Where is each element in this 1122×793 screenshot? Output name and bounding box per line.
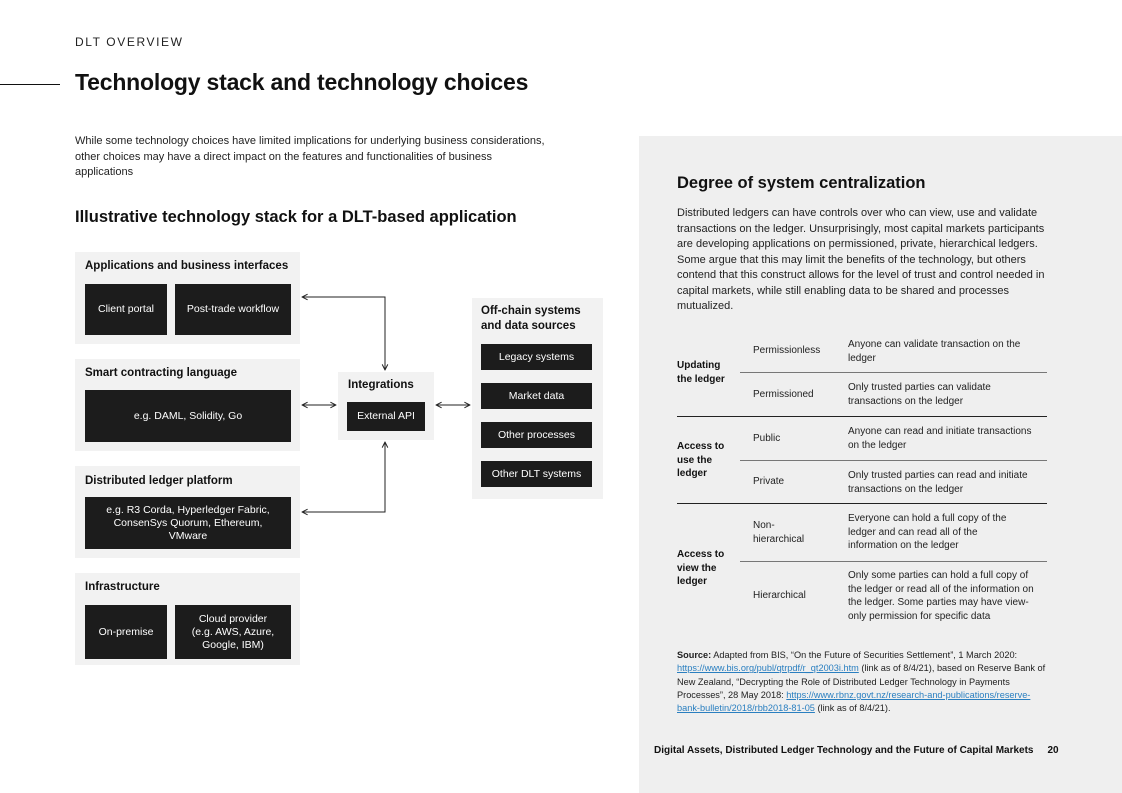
client-portal-box: Client portal — [85, 284, 167, 335]
infrastructure-title: Infrastructure — [85, 581, 160, 593]
row-type: Permissionless — [753, 345, 821, 356]
source-text-3: (link as of 8/4/21). — [814, 703, 891, 714]
centralization-title: Degree of system centralization — [677, 174, 926, 192]
footer — [654, 745, 1059, 756]
row-divider — [740, 561, 1047, 562]
on-premise-box: On-premise — [85, 605, 167, 659]
row-desc: Only trusted parties can validate transactions on the ledger — [848, 382, 991, 407]
row-divider — [740, 460, 1047, 461]
source-label: Source: — [677, 650, 712, 660]
smart-contracting-title: Smart contracting language — [85, 367, 238, 379]
smart-contracting-box: e.g. DAML, Solidity, Go — [85, 390, 291, 442]
source-note — [677, 649, 1049, 715]
row-desc: Anyone can validate transaction on the ledger — [848, 339, 1021, 364]
row-type: Permissioned — [753, 389, 814, 400]
cloud-provider-box: Cloud provider (e.g. AWS, Azure, Google, IBM) — [175, 605, 291, 659]
source-link-bis[interactable]: https://www.bis.org/publ/qtrpdf/r_qt2003i.htm — [677, 663, 859, 674]
post-trade-workflow-box: Post-trade workflow — [175, 284, 291, 335]
row-divider — [740, 372, 1047, 373]
other-dlt-systems-box: Other DLT systems — [481, 461, 592, 487]
group-label: Access to view the ledger — [677, 549, 725, 587]
group-label: Access to use the ledger — [677, 441, 725, 479]
row-type: Hierarchical — [753, 590, 806, 601]
source-text-1: Adapted from BIS, “On the Future of Securities Settlement”, 1 March 2020: — [711, 650, 1018, 660]
group-divider — [677, 416, 1047, 417]
centralization-paragraph: Distributed ledgers can have controls over who can view, use and validate transactions on the ledger. Unsurprisingly, most capital markets participants are developing applications on permissioned, private, hierarchical ledgers. Some argue that this may limit the benefits of the technology, but others contend that this construct allows for the level of trust and control needed in capital markets, while still enabling data to be shared and processes mutualized. — [677, 207, 1045, 312]
other-processes-box: Other processes — [481, 422, 592, 448]
ledger-platform-box: e.g. R3 Corda, Hyperledger Fabric, ConsenSys Quorum, Ethereum, VMware — [85, 497, 291, 549]
ledger-platform-title: Distributed ledger platform — [85, 475, 233, 487]
applications-title: Applications and business interfaces — [85, 260, 289, 272]
row-desc: Only some parties can hold a full copy of the ledger or read all of the information on the ledger. Some parties may have view-only permission for specific data — [848, 570, 1034, 622]
legacy-systems-box: Legacy systems — [481, 344, 592, 370]
row-desc: Everyone can hold a full copy of the ledger and can read all of the information on the ledger — [848, 513, 1007, 551]
section-eyebrow: DLT OVERVIEW — [75, 35, 184, 49]
external-api-box: External API — [347, 402, 425, 431]
page-title: Technology stack and technology choices — [75, 69, 529, 95]
row-desc: Only trusted parties can read and initiate transactions on the ledger — [848, 470, 1028, 495]
market-data-box: Market data — [481, 383, 592, 409]
integrations-title: Integrations — [348, 379, 414, 391]
stack-title: Illustrative technology stack for a DLT-based application — [75, 208, 517, 226]
offchain-title: Off-chain systems and data sources — [481, 305, 581, 332]
row-type: Public — [753, 433, 781, 444]
arrow-ledger-integrations — [302, 442, 385, 512]
source-link-rbnz[interactable]: https://www.rbnz.govt.nz/research-and-publications/reserve-bank-bulletin/2018/rbb2018-81-05 — [677, 689, 1031, 714]
row-type: Private — [753, 476, 785, 487]
row-desc: Anyone can read and initiate transactions on the ledger — [848, 426, 1032, 451]
row-type: Non-hierarchical — [753, 520, 805, 545]
group-divider — [677, 503, 1047, 504]
arrow-applications-integrations — [302, 297, 385, 370]
group-label: Updating the ledger — [677, 360, 725, 385]
page-number: 20 — [1047, 745, 1059, 756]
footer-title: Digital Assets, Distributed Ledger Technology and the Future of Capital Markets — [654, 745, 1034, 756]
source-text-2: (link as of 8/4/21), based on Reserve Bank of New Zealand, “Decrypting the Role of Distributed Ledger Technology in Payments Processes”, 28 May 2018: — [677, 663, 1046, 700]
intro-text: While some technology choices have limited implications for underlying business considerations, other choices may have a direct impact on the features and functionalities of business applications — [75, 135, 545, 178]
